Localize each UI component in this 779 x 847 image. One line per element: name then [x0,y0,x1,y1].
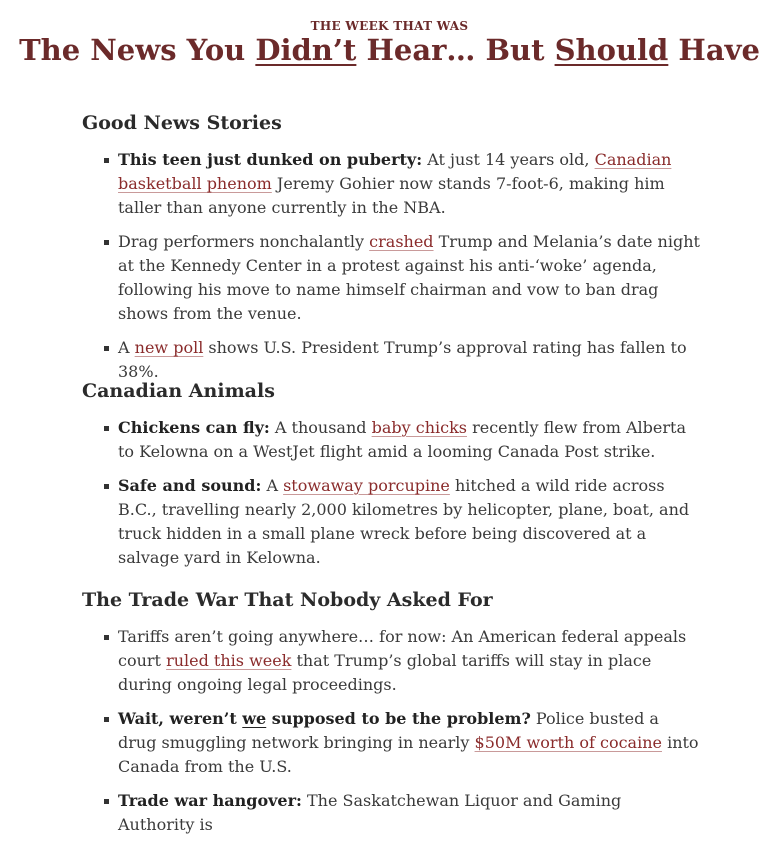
section-trade-war [82,588,702,847]
section-heading: Canadian Animals [82,380,275,402]
item-text: Police busted a drug smuggling network bringing in nearly [118,709,659,752]
list-item [82,625,702,697]
link-50m-cocaine[interactable]: $50M worth of cocaine [474,733,662,752]
item-text: A [118,338,135,357]
kicker: THE WEEK THAT WAS [310,19,469,33]
link-crashed[interactable]: crashed [369,232,434,251]
bullet-icon [104,346,109,351]
item-lead: Safe and sound: [118,476,262,495]
section-heading: Good News Stories [82,112,282,134]
link-ruled-this-week[interactable]: ruled this week [166,651,292,670]
item-text: Trump and Melania’s date night at the Kennedy Center in a protest against his anti-‘woke’ agenda, following his move to name himself chairman and vow to ban drag shows from the venue. [118,232,700,323]
title-emphasis-didnt: Didn’t [255,33,357,67]
page-title [0,33,779,67]
title-part: Hear… But [356,33,555,67]
list-item [82,336,702,384]
title-part: The News You [19,33,256,67]
item-lead [118,709,531,728]
section-good-news [82,111,702,394]
item-text: Drag performers nonchalantly [118,232,370,251]
item-lead: Trade war hangover: [118,791,302,810]
item-text: Jeremy Gohier now stands 7-foot-6, making him taller than anyone currently in the NBA. [118,174,665,217]
item-text: shows U.S. President Trump’s approval rating has fallen to 38%. [118,338,687,381]
story-list [82,148,702,384]
title-part: Have [668,33,760,67]
bullet-icon [104,799,109,804]
item-text: that Trump’s global tariffs will stay in place during ongoing legal proceedings. [118,651,652,694]
item-lead: Chickens can fly: [118,418,270,437]
story-list [82,416,702,570]
section-heading: The Trade War That Nobody Asked For [82,589,493,611]
item-text: The Saskatchewan Liquor and Gaming Authority is [118,791,622,834]
link-baby-chicks[interactable]: baby chicks [371,418,467,437]
item-text: into Canada from the U.S. [118,733,699,776]
list-item [82,416,702,464]
bullet-icon [104,717,109,722]
title-emphasis-should: Should [554,33,669,67]
section-canadian-animals [82,379,702,580]
item-text: recently flew from Alberta to Kelowna on a WestJet flight amid a looming Canada Post strike. [118,418,686,461]
item-text: Tariffs aren’t going anywhere… for now: An American federal appeals court [118,627,687,670]
bullet-icon [104,426,109,431]
link-new-poll[interactable]: new poll [134,338,204,357]
item-lead-part: Wait, weren’t [118,709,243,728]
item-lead-emphasis: we [242,709,267,728]
list-item [82,148,702,220]
item-text: At just 14 years old, [422,150,595,169]
bullet-icon [104,158,109,163]
list-item [82,474,702,570]
list-item [82,230,702,326]
item-text: hitched a wild ride across B.C., travelling nearly 2,000 kilometres by helicopter, plane, boat, and truck hidden in a small plane wreck before being discovered at a salvage yard in Kelowna. [118,476,690,567]
item-lead: This teen just dunked on puberty: [118,150,423,169]
item-lead-part: supposed to be the problem? [266,709,531,728]
item-text: A thousand [269,418,372,437]
bullet-icon [104,484,109,489]
bullet-icon [104,240,109,245]
list-item [82,707,702,779]
item-text: A [261,476,284,495]
link-stowaway-porcupine[interactable]: stowaway porcupine [283,476,450,495]
link-canadian-basketball-phenom[interactable]: Canadian basketball phenom [118,150,672,193]
list-item [82,789,702,837]
bullet-icon [104,635,109,640]
story-list [82,625,702,837]
